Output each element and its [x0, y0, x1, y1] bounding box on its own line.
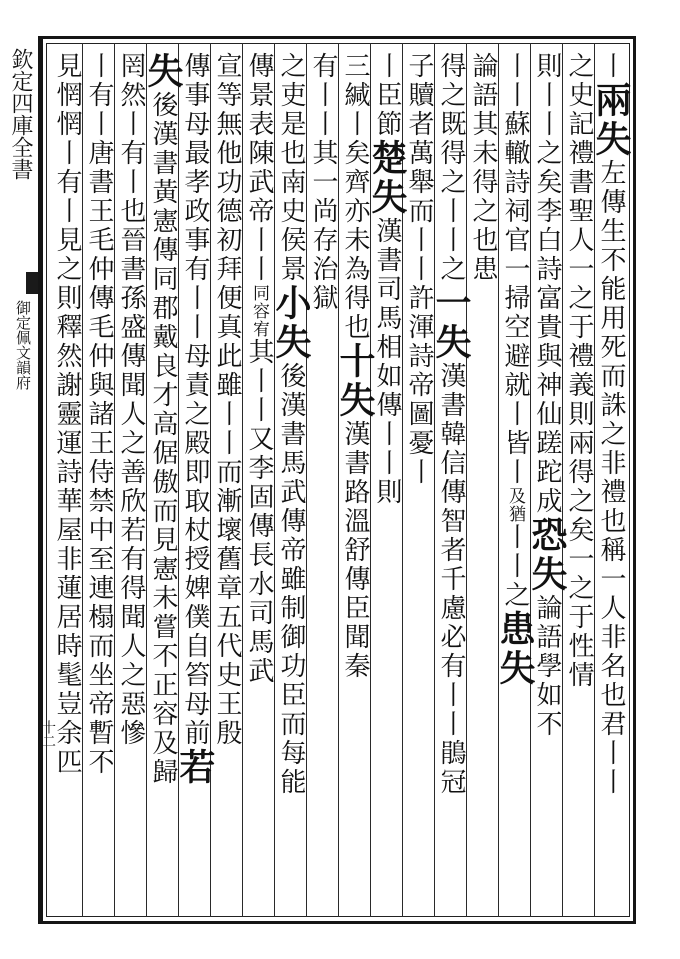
- column-line: [526, 52, 568, 914]
- column-text: 論語學如不: [532, 594, 562, 739]
- column-text: 傳事母最孝政事有丨丨母責之殿即取杖授婢僕自笞母前: [180, 52, 210, 748]
- column-rule: [338, 43, 339, 917]
- book-title: 御定佩文韻府: [14, 300, 32, 390]
- head-word: 十失: [334, 342, 376, 420]
- column-text: 傳景表陳武帝丨丨: [244, 52, 274, 284]
- column-rule: [530, 43, 531, 917]
- fishtail-mark: [26, 272, 38, 294]
- text-column: [116, 52, 144, 914]
- column-line: [366, 52, 408, 914]
- text-column: [212, 52, 240, 914]
- column-rule: [434, 43, 435, 917]
- column-line: [116, 52, 146, 914]
- column-line: [334, 52, 376, 914]
- column-text: 漢書韓信傳智者千慮必有丨丨鵑冠: [436, 362, 466, 797]
- column-line: [430, 52, 472, 914]
- text-column: [366, 52, 408, 914]
- text-column: [590, 52, 632, 914]
- column-rule: [114, 43, 115, 917]
- page-number: 十二: [40, 720, 56, 748]
- column-text: 三緘丨矣齊亦未為得也: [340, 52, 370, 342]
- column-line: [142, 52, 184, 914]
- text-column: [308, 52, 336, 914]
- text-column: [270, 52, 312, 914]
- running-title: 欽定四庫全書: [8, 48, 33, 180]
- column-text: 子贖者萬舉而丨丨許渾詩帝圖憂丨: [404, 52, 434, 487]
- text-column: [244, 52, 272, 914]
- column-rule: [274, 43, 275, 917]
- column-line: [564, 52, 594, 914]
- text-column: [564, 52, 592, 914]
- head-word: 兩失: [590, 81, 632, 159]
- head-word: 患失: [494, 610, 536, 688]
- column-rule: [242, 43, 243, 917]
- column-text: 有丨丨其一尚存治獄: [308, 52, 338, 313]
- column-text: 論語其未得之也患: [468, 52, 498, 284]
- column-text: 漢書路溫舒傳臣聞秦: [340, 420, 370, 681]
- column-text: 則丨丨之矣李白詩富貴與神仙蹉跎成: [532, 52, 562, 516]
- column-text: 丨臣節: [372, 52, 402, 139]
- column-text: 後漢書馬武傳帝雖制御功臣而每能: [276, 362, 306, 797]
- column-rule: [594, 43, 595, 917]
- text-column: [174, 52, 216, 914]
- column-line: [212, 52, 242, 914]
- column-line: [590, 52, 632, 914]
- column-line: [174, 52, 216, 914]
- column-line: [84, 52, 114, 914]
- text-column: [404, 52, 432, 914]
- text-column: [334, 52, 376, 914]
- head-word: 小失: [270, 284, 312, 362]
- column-rule: [146, 43, 147, 917]
- text-column: [52, 52, 80, 914]
- column-line: [494, 52, 536, 914]
- text-column: [494, 52, 536, 914]
- column-text: 之吏是也南史侯景: [276, 52, 306, 284]
- column-text: 宣等無他功德初拜便真此雖丨丨而漸壞舊章五代史王殷: [212, 52, 242, 748]
- head-word: 恐失: [526, 516, 568, 594]
- column-rule: [306, 43, 307, 917]
- column-text: 得之既得之丨丨之: [436, 52, 466, 284]
- head-word: 失: [142, 52, 184, 91]
- column-text: 其丨丨又李固傳長水司馬武: [244, 338, 274, 686]
- head-word: 若: [174, 748, 216, 787]
- column-line: [244, 52, 274, 914]
- head-word: 楚失: [366, 139, 408, 217]
- small-annotation: 同容宥: [249, 284, 269, 338]
- column-line: [270, 52, 312, 914]
- text-column: [468, 52, 496, 914]
- column-text: 丨有丨唐書王毛仲傳毛仲與諸王侍禁中至連榻而坐帝暫不: [84, 52, 114, 777]
- column-text: 後漢書黃憲傳同郡戴良才高倨傲而見憲未嘗不正容及歸: [148, 91, 178, 787]
- column-text: 丨丨之: [500, 523, 530, 610]
- column-text: 罔然丨有丨也晉書孫盛傳聞人之善欣若有得聞人之惡慘: [116, 52, 146, 748]
- column-text: 丨: [596, 52, 626, 81]
- text-column: [84, 52, 112, 914]
- column-line: [308, 52, 338, 914]
- column-rule: [498, 43, 499, 917]
- column-line: [468, 52, 498, 914]
- column-text: 漢書司馬相如傳丨丨則: [372, 217, 402, 507]
- column-rule: [82, 43, 83, 917]
- column-text: 之史記禮書聖人一之于禮義則兩得之矣一之于性情: [564, 52, 594, 690]
- column-line: [404, 52, 434, 914]
- text-column: [142, 52, 184, 914]
- column-line: [52, 52, 82, 914]
- text-column: [526, 52, 568, 914]
- column-text: 見惘惘丨有丨見之則釋然謝靈運詩華屋非蓮居時髦豈余匹: [52, 52, 82, 777]
- column-rule: [466, 43, 467, 917]
- column-text: 左傳生不能用死而誅之非禮也稱一人非名也君丨丨: [596, 159, 626, 797]
- small-annotation: 及猶: [505, 487, 525, 523]
- text-column: [430, 52, 472, 914]
- column-text: 丨丨蘇轍詩祠官一掃空避就丨皆丨: [500, 52, 530, 487]
- head-word: 一失: [430, 284, 472, 362]
- column-rule: [562, 43, 563, 917]
